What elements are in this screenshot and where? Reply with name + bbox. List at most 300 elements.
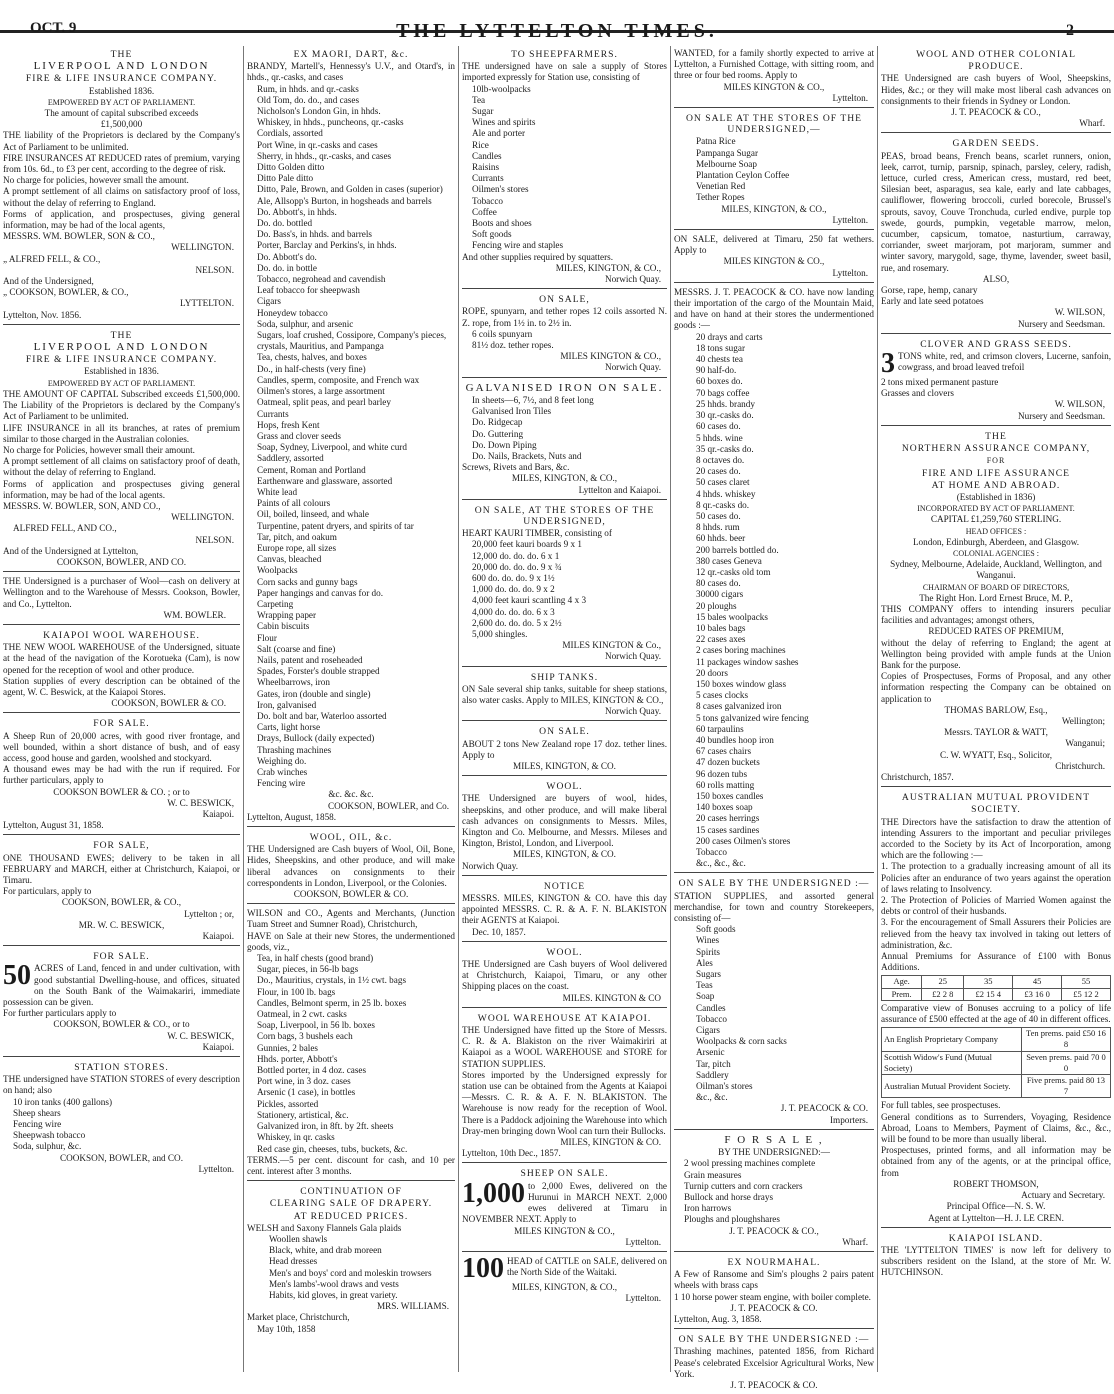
ad-station-stores <box>3 1059 240 1178</box>
ad-signature: MILES KINGTON & CO., <box>723 256 825 267</box>
ad-text: Prospectuses, printed forms, and all information may be obtained from any of the agents, or at the principal office, from <box>881 1145 1111 1178</box>
list-item: 8 cases galvanized iron <box>696 701 782 712</box>
ad-text: NELSON. <box>195 264 234 275</box>
ad-wool-oil <box>247 829 455 904</box>
ad-signature: Wanganui; <box>1065 738 1105 749</box>
ad-heading: EX NOURMAHAL. <box>727 1256 821 1268</box>
ad-signature: Actuary and Secretary. <box>1021 1190 1105 1201</box>
ad-text: 2 tons mixed permanent pasture <box>881 377 999 388</box>
ad-signature: W. C. BESWICK, <box>167 1030 234 1041</box>
list-item: Candles <box>696 1002 726 1013</box>
list-item: 12,000 do. do. do. 6 x 1 <box>472 550 560 561</box>
ad-signature: MILES, KINGTON, & CO. <box>513 849 616 860</box>
list-item: 10 iron tanks (400 gallons) <box>13 1096 113 1107</box>
premium-table <box>881 975 1111 1000</box>
list-item: Gunnies, 2 bales <box>257 1042 318 1053</box>
ad-text: ROPE, spunyarn, and tether ropes 12 coils assorted N. Z. rope, from 1½ in. to 2½ in. <box>462 306 667 328</box>
ad-signature: J. T. PEACOCK & CO., <box>951 107 1041 118</box>
list-item: Oatmeal, in 2 cwt. casks <box>257 1009 347 1020</box>
list-item: Do. Guttering <box>472 428 524 439</box>
list-item: Gates, iron (double and single) <box>257 688 371 699</box>
ad-ex-maori-dart <box>247 46 455 827</box>
ad-kaiapoi-island <box>881 1230 1111 1282</box>
ad-signature: MILES, KINGTON, & CO., <box>511 473 618 484</box>
list-item: Bullock and horse drays <box>684 1191 774 1202</box>
goods-list <box>247 953 455 1155</box>
ad-station-supplies <box>674 875 874 1129</box>
list-item: Corn bags, 3 bushels each <box>257 1031 353 1042</box>
list-item: Woolpacks & corn sacks <box>696 1036 787 1047</box>
table-cell: £5 12 2 <box>1062 988 1111 1000</box>
ad-galvanised-iron <box>462 380 667 500</box>
ad-heading: CLOVER AND GRASS SEEDS. <box>920 338 1072 350</box>
ad-signature: ROBERT THOMSON, <box>953 1178 1039 1189</box>
ad-australian-mutual-provident <box>881 789 1111 1228</box>
ad-text: HEAD OFFICES : <box>965 526 1027 536</box>
ad-heading: KAIAPOI WOOL WAREHOUSE. <box>43 629 200 641</box>
ad-text: ONE THOUSAND EWES; delivery to be taken in all FEBRUARY and MARCH, either at Christchurch, Kaiapoi, or Timaru. <box>3 852 240 886</box>
table-cell: An English Proprietary Company <box>882 1028 1022 1051</box>
list-item: Flour, in 100 lb. bags <box>257 986 336 997</box>
ad-heading: ON SALE. <box>539 726 590 738</box>
ad-on-sale-rope <box>462 291 667 377</box>
list-item: Coffee <box>472 206 497 217</box>
ad-signature: Norwich Quay. <box>604 706 661 717</box>
list-item: Sheep shears <box>13 1107 61 1118</box>
list-item: 90 half-do. <box>696 365 737 376</box>
ad-signature: Kaiapoi. <box>202 931 234 942</box>
ad-signature: MR. W. C. BESWICK, <box>78 919 165 930</box>
ad-for-sale-machines <box>674 1132 874 1252</box>
ad-text: Comparative view of Bonuses accruing to a policy of life assurance of £500 effected at the age of 40 in different offices. <box>881 1002 1111 1025</box>
list-item: Port Wine, in qr.-casks and cases <box>257 139 378 150</box>
ad-signature: MILES. KINGTON & CO <box>562 992 661 1003</box>
list-item: 10lb-woolpacks <box>472 83 531 94</box>
list-item: 30000 cigars <box>696 589 744 600</box>
list-item: Soap <box>696 991 715 1002</box>
goods-list <box>462 539 667 640</box>
ad-for-sale-ewes <box>3 837 240 946</box>
ad-text: THE liability of the Proprietors is declared by the Company's Act of Parliament to be unlimited. <box>3 130 240 152</box>
ad-signature: J. T. PEACOCK & CO. <box>780 1103 868 1114</box>
list-item: Whiskey, in hhds., puncheons, qr.-casks <box>257 117 404 128</box>
ad-heading: THE <box>985 430 1007 442</box>
ad-text: Gorse, rape, hemp, canary <box>881 285 978 296</box>
list-item: Iron harrows <box>684 1203 732 1214</box>
list-item: 15 bales woolpacks <box>696 611 768 622</box>
ad-text: ON Sale several ship tanks, suitable for sheep stations, also water casks. Apply to MILES, KINGTON & CO., <box>462 683 667 705</box>
ad-text: Established 1836. <box>88 85 155 96</box>
ad-signature: COOKSON BOWLER & CO. ; or to <box>53 786 190 797</box>
ad-text: THE Undersigned have fitted up the Store of Messrs. C. R. & A. Blakiston on the river Waimakiriri at Kaiapoi as a WOOL WAREHOUSE and STORE for STATION SUPPLIES. <box>462 1025 667 1069</box>
list-item: Do. Abbott's, in hhds. <box>257 206 337 217</box>
ad-wanted-cottage <box>674 46 874 108</box>
list-item: Tobacco <box>472 195 503 206</box>
list-item: White lead <box>257 486 298 497</box>
list-item: Sherry, in hhds., qr.-casks, and cases <box>257 150 392 161</box>
ad-text: 3. For the encouragement of Small Assurers their Policies are relieved from the heavy tax involved in taking out letters of administration, &c. <box>881 917 1111 950</box>
ad-signature: COOKSON, BOWLER & CO. <box>293 889 409 900</box>
ad-signature: Agent at Lyttelton—H. J. LE CREN. <box>928 1212 1064 1223</box>
ad-signature: Wharf. <box>1079 118 1105 129</box>
ad-text: A prompt settlement of all claims on satisfactory proof of death, without the delay of referring to England. <box>3 456 240 478</box>
ad-text: (Established in 1836) <box>956 491 1036 502</box>
ad-clearing-sale-drapery <box>247 1183 455 1338</box>
table-cell: £2 15 4 <box>964 988 1013 1000</box>
list-item: 60 cases do. <box>696 421 741 432</box>
list-item: Spirits <box>696 946 720 957</box>
ad-signature: MILES KINGTON & Co., <box>562 640 661 651</box>
table-cell: Australian Mutual Provident Society. <box>882 1075 1022 1098</box>
ad-signature: Lyttelton. <box>832 267 868 278</box>
list-item: &c., &c., &c. <box>696 858 746 869</box>
ad-signature: Lyttelton. <box>625 1236 661 1247</box>
ad-wool-buyers <box>462 778 667 876</box>
ad-text: Dec. 10, 1857. <box>472 926 526 937</box>
ad-signature: Norwich Quay. <box>604 274 661 285</box>
list-item: 50 cases claret <box>696 477 750 488</box>
ad-signature: W. WILSON, <box>1054 307 1105 318</box>
list-item: 60 rolls matting <box>696 779 755 790</box>
ad-wool-warehouse-kaiapoi <box>462 1010 667 1164</box>
ad-text: „ ALFRED FELL, & CO., <box>3 253 101 264</box>
list-item: Fencing wire <box>257 778 306 789</box>
ad-ship-tanks <box>462 669 667 722</box>
ad-notice <box>462 878 667 942</box>
list-item: Currants <box>257 408 289 419</box>
list-item: Men's and boys' cord and moleskin trowsers <box>269 1267 432 1278</box>
ad-signature: Wharf. <box>842 1236 868 1247</box>
ad-signature: MILES KINGTON & CO., <box>514 1225 615 1236</box>
ad-text: „ COOKSON, BOWLER, & CO., <box>3 287 129 298</box>
ad-heading: KAIAPOI ISLAND. <box>948 1232 1044 1244</box>
list-item: Tar, pitch <box>696 1058 731 1069</box>
list-item: Wheelbarrows, iron <box>257 677 330 688</box>
ad-text: WELLINGTON. <box>171 512 234 523</box>
ad-text: Annual Premiums for Assurance of £100 with Bonus Additions. <box>881 951 1111 973</box>
ad-text: TERMS.—5 per cent. discount for cash, and 10 per cent. interest after 3 months. <box>247 1154 455 1176</box>
list-item: 6 coils spunyarn <box>472 328 533 339</box>
list-item: 40 chests tea <box>696 354 743 365</box>
list-item: Habits, kid gloves, in great variety. <box>269 1289 398 1300</box>
list-item: Sugars <box>696 969 722 980</box>
ad-text: Grasses and clovers <box>881 388 954 399</box>
list-item: 20 cases herrings <box>696 813 760 824</box>
list-item: Soft goods <box>472 229 512 240</box>
ad-liverpool-london-2 <box>3 327 240 572</box>
list-item: Tea, chests, halves, and boxes <box>257 352 367 363</box>
ad-signature: Wellington; <box>1061 715 1105 726</box>
list-item: Turpentine, patent dryers, and spirits of tar <box>257 520 414 531</box>
ad-text: £1,500,000 <box>100 119 143 130</box>
list-item: Arsenic (1 case), in bottles <box>257 1087 356 1098</box>
ad-sheep-on-sale <box>462 1165 667 1251</box>
column-2 <box>243 46 458 1372</box>
list-item: Fencing wire and staples <box>472 240 564 251</box>
list-item: Pampanga Sugar <box>696 147 759 158</box>
list-item: Patna Rice <box>696 136 736 147</box>
ad-signature: J. T. PEACOCK & CO., <box>729 1225 819 1236</box>
list-item: Arsenic <box>696 1047 725 1058</box>
list-item: Do. bolt and bar, Waterloo assorted <box>257 710 387 721</box>
ad-kauri-timber <box>462 502 667 667</box>
ad-northern-assurance <box>881 428 1111 787</box>
ad-heading: ON SALE, AT THE STORES OF THE UNDERSIGNED, <box>474 504 655 527</box>
ad-signature: Kaiapoi. <box>202 1041 234 1052</box>
list-item: Wines <box>696 935 720 946</box>
list-item: Carts, light horse <box>257 722 321 733</box>
list-item: 35 qr.-casks do. <box>696 443 754 454</box>
list-item: 140 boxes soap <box>696 802 753 813</box>
ad-text: THE Undersigned are Cash buyers of Wool, Oil, Bone, Hides, Sheepskins, and other produce, and will make liberal advances on consignments to their correspondents in London, Liverpool, or the Colonies. <box>247 844 455 888</box>
list-item: Do. do. in bottle <box>257 262 317 273</box>
list-item: Do. Down Piping <box>472 439 537 450</box>
ad-signature: Christchurch. <box>1055 760 1105 771</box>
list-item: 5 hhds. wine <box>696 432 743 443</box>
list-item: Soap, Sydney, Liverpool, and white curd <box>257 442 407 453</box>
list-item: Oatmeal, split peas, and pearl barley <box>257 397 391 408</box>
ad-text: ON SALE, delivered at Timaru, 250 fat wethers. Apply to <box>674 234 874 256</box>
list-item: 60 hhds. beer <box>696 533 746 544</box>
ad-text: 1 10 horse power steam engine, with boiler complete. <box>674 1291 871 1302</box>
list-item: 8 hhds. rum <box>696 522 740 533</box>
ad-heading: WILSON and CO., Agents and Merchants, (Junction Tuam Street and Sumner Road), Christchurch, <box>247 908 455 930</box>
list-item: &c., &c. <box>696 1092 728 1103</box>
list-item: 150 boxes candles <box>696 791 764 801</box>
masthead-date: OCT. 9 <box>30 20 77 36</box>
ad-signature: COOKSON, BOWLER, & CO., <box>61 897 182 908</box>
ad-text: THE AMOUNT OF CAPITAL Subscribed exceeds £1,500,000. The Liability of the Proprietors is declared by the Company's Act of Parliament to be unlimited. <box>3 388 240 422</box>
list-item: 96 dozen tubs <box>696 768 748 779</box>
list-item: Cement, Roman and Portland <box>257 464 366 475</box>
ad-text: Lyttelton, 10th Dec., 1857. <box>462 1148 561 1159</box>
ad-heading: WOOL, OIL, &c. <box>309 832 393 844</box>
ad-text: CHAIRMAN OF BOARD OF DIRECTORS, <box>922 582 1070 592</box>
ad-signature: MRS. WILLIAMS. <box>376 1301 449 1312</box>
list-item: Turnip cutters and corn crackers <box>684 1180 803 1191</box>
list-item: Do. do. bottled <box>257 218 313 229</box>
ad-text: ABOUT 2 tons New Zealand rope 17 doz. tether lines. Apply to <box>462 738 667 760</box>
ad-text: And other supplies required by squatters. <box>462 251 614 262</box>
list-item: 30 qr.-casks do. <box>696 410 754 421</box>
ad-signature: W. C. BESWICK, <box>167 797 234 808</box>
ad-signature: J. T. PEACOCK & CO. <box>730 1379 818 1390</box>
list-item: Hops, fresh Kent <box>257 419 320 430</box>
list-item: 18 tons sugar <box>696 342 745 353</box>
ad-heading: WOOL WAREHOUSE AT KAIAPOI. <box>477 1012 652 1024</box>
list-item: Port wine, in 3 doz. cases <box>257 1076 351 1087</box>
ad-to-sheepfarmers <box>462 46 667 289</box>
table-row <box>882 1051 1111 1074</box>
list-item: Leaf tobacco for sheepwash <box>257 285 360 296</box>
ad-text: HEART KAURI TIMBER, consisting of <box>462 528 612 539</box>
ad-text: COOKSON, BOWLER, AND CO. <box>56 556 187 567</box>
list-item: 8 octaves do. <box>696 454 745 465</box>
list-item: 2,600 do. do. do. 5 x 2½ <box>472 617 562 628</box>
list-item: 5,000 shingles. <box>472 628 528 639</box>
ad-heading: FOR SALE, <box>93 840 150 852</box>
ad-text: without the delay of referring to England; the agent at Wellington being provided with ample funds at the Union Bank for the purpose. <box>881 637 1111 670</box>
list-item: Tobacco <box>696 847 727 858</box>
ad-text: ACRES of Land, fenced in and under cultivation, with good substantial Dwelling-house, and offices, situated on the South Bank of the Waimakariri, immediate possession can be given. <box>3 963 240 1008</box>
ad-text: TONS white, red, and crimson clovers, Lucerne, sanfoin, cowgrass, and broad leaved trefoil <box>898 351 1111 373</box>
list-item: Rum, in hhds. and qr.-casks <box>257 83 359 94</box>
ad-text: THE Directors have the satisfaction to draw the attention of intending Assurers to the important and peculiar privileges accorded to the Society by its Act of Incorporation, among which are the following :— <box>881 816 1111 861</box>
table-cell: Age. <box>882 976 922 988</box>
ad-text: Forms of application and prospectuses giving general information, may be had of the local agents. <box>3 478 240 500</box>
ad-large-number: 3 <box>881 348 895 380</box>
ad-heading: SOCIETY. <box>971 804 1021 816</box>
list-item: Melbourne Soap <box>696 158 757 169</box>
ad-text: For full tables, see prospectuses. <box>881 1100 1001 1111</box>
ad-text: A Few of Ransome and Sim's ploughs 2 pairs patent wheels with brass caps <box>674 1269 874 1291</box>
ad-heading: FOR SALE. <box>93 718 150 730</box>
ad-text: Thrashing machines, patented 1856, from Richard Pease's celebrated Excelsior Agricultural Works, New York. <box>674 1346 874 1379</box>
ad-text: Station supplies of every description can be obtained of the agent, W. C. Beswick, at the Kaiapoi Stores. <box>3 675 240 697</box>
list-item: Oilman's stores <box>696 1081 753 1092</box>
ad-heading: NOTICE <box>543 880 586 892</box>
ad-text: MESSRS. W. BOWLER, SON, AND CO., <box>3 500 161 511</box>
table-cell: Seven prems. paid 70 0 0 <box>1021 1051 1110 1074</box>
list-item: Currants <box>472 173 504 184</box>
ad-text: HEAD of CATTLE on SALE, delivered on the North Side of the Waitaki. <box>507 1255 667 1278</box>
ad-text: REDUCED RATES OF PREMIUM, <box>928 626 1064 637</box>
list-item: Soda, sulphur, and arsenic <box>257 318 354 329</box>
list-item: Do., in half-chests (very fine) <box>257 363 366 374</box>
ad-heading: FIRE & LIFE INSURANCE COMPANY. <box>25 354 218 366</box>
list-item: 11 packages window sashes <box>696 656 799 667</box>
list-item: Red case gin, cheeses, tubs, buckets, &c. <box>257 1143 408 1154</box>
ad-text: THE Undersigned are buyers of wool, hides, sheepskins, and other produce, and will make liberal cash advances on consignments to Messrs. Miles, Kington and Co. Melbourne, and Messrs. Mileses and Kington, Bristol, London, and Liverpool. <box>462 793 667 849</box>
list-item: Ploughs and ploughshares <box>684 1214 780 1225</box>
list-item: Men's lambs'-wool draws and vests <box>269 1278 399 1289</box>
list-item: 67 cases chairs <box>696 746 752 757</box>
table-cell: 45 <box>1013 976 1062 988</box>
ad-text: And of the Undersigned, <box>3 276 94 287</box>
ad-text: MESSRS. J. T. PEACOCK & CO. have now landing their importation of the cargo of the Mountain Maid, and have on hand at their stores the undermentioned goods :— <box>674 286 874 331</box>
ad-wilson-co <box>247 906 455 1181</box>
list-item: Oil, boiled, linseed, and whale <box>257 509 370 520</box>
list-item: 60 boxes do. <box>696 376 743 387</box>
ad-kaiapoi-wool-warehouse <box>3 627 240 713</box>
ad-heading: PRODUCE. <box>968 61 1024 73</box>
list-item: Salt (coarse and fine) <box>257 643 336 654</box>
list-item: Iron, galvanised <box>257 699 317 710</box>
list-item: Woollen shawls <box>269 1233 328 1244</box>
table-cell: 35 <box>964 976 1013 988</box>
ad-text: For further particulars apply to <box>3 1008 117 1019</box>
list-item: 20 drays and carts <box>696 331 763 342</box>
ad-signature: MILES, KINGTON, & CO., <box>511 1281 618 1292</box>
table-cell: Scottish Widow's Fund (Mutual Society) <box>882 1051 1022 1074</box>
ad-signature: THOMAS BARLOW, Esq., <box>944 704 1048 715</box>
list-item: 2 wool pressing machines complete <box>684 1158 816 1169</box>
ad-text: &c. &c. &c. <box>328 789 374 800</box>
ad-colonial-produce <box>881 46 1111 133</box>
ad-signature: Kaiapoi. <box>202 809 234 819</box>
list-item: Woolpacks <box>257 565 298 576</box>
table-row <box>882 976 1111 988</box>
ad-heading: BY THE UNDERSIGNED:— <box>718 1147 830 1158</box>
ad-on-sale-stores <box>674 110 874 230</box>
ad-heading: THE <box>110 49 133 60</box>
ad-text: BRANDY, Martell's, Hennessy's U.V., and Otard's, in hhds., qr.-casks, and cases <box>247 61 455 83</box>
ad-liverpool-london-1 <box>3 46 240 325</box>
ad-text: ALSO, <box>982 273 1010 284</box>
list-item: Canvas, bleached <box>257 554 322 565</box>
ad-clover-grass-seeds <box>881 336 1111 426</box>
list-item: 22 cases axes <box>696 634 746 645</box>
column-4 <box>670 46 877 1390</box>
list-item: Soft goods <box>696 924 736 935</box>
list-item: Ditto Golden ditto <box>257 162 325 173</box>
list-item: Candles, sperm, composite, and French wax <box>257 374 420 385</box>
ad-heading: WOOL AND OTHER COLONIAL <box>916 49 1076 60</box>
list-item: Pickles, assorted <box>257 1098 319 1109</box>
table-cell: 25 <box>922 976 964 988</box>
ad-text: THE undersigned have on sale a supply of Stores imported expressly for Station use, consisting of <box>462 61 667 83</box>
ad-signature: MILES, KINGTON, & CO., <box>721 203 827 214</box>
list-item: 600 do. do. do. 9 x 1½ <box>472 572 555 583</box>
list-item: Saddlery <box>696 1069 729 1080</box>
list-item: 12 qr.-casks old tom <box>696 566 771 577</box>
ad-text: THIS COMPANY offers to intending insurers peculiar facilities and advantages; amongst others, <box>881 603 1111 626</box>
ad-text: Stores imported by the Undersigned expressly for station use can be obtained from the Agents at Kaiapoi—Messrs. C. R. & A. F. N. BLAKISTON. The Warehouse is now ready for the reception of Wool. There is a Paddock adjoining the Warehouse into which Dray-men bringing down Wool can turn their Bullocks. <box>462 1069 667 1136</box>
ad-text: INCORPORATED BY ACT OF PARLIAMENT. <box>917 504 1075 514</box>
ad-large-number: 100 <box>462 1252 504 1284</box>
ad-signature: Norwich Quay. <box>604 651 661 662</box>
ad-text: EMPOWERED BY ACT OF PARLIAMENT. <box>47 97 196 107</box>
list-item: Old Tom, do. do., and cases <box>257 94 360 105</box>
ad-text: For particulars, apply to <box>3 886 92 897</box>
ad-text: EMPOWERED BY ACT OF PARLIAMENT. <box>47 378 196 388</box>
ad-heading: ON SALE BY THE UNDERSIGNED :— <box>678 878 870 890</box>
list-item: 5 cases clocks <box>696 690 749 701</box>
ad-signature: Nursery and Seedsman. <box>1017 410 1105 421</box>
list-item: Do. Nails, Brackets, Nuts and <box>472 450 582 461</box>
goods-list <box>462 84 667 252</box>
ad-signature: Principal Office—N. S. W. <box>946 1201 1046 1212</box>
ad-cattle-on-sale <box>462 1254 667 1307</box>
ad-text: London, Edinburgh, Aberdeen, and Glasgow. <box>912 536 1080 547</box>
ad-text: A Sheep Run of 20,000 acres, with good river frontage, and well bounded, within a short distance of bush, and of easy access, good house and garden, woolshed and stockyard. <box>3 730 240 763</box>
ad-text: ALFRED FELL, AND CO., <box>13 523 117 534</box>
list-item: Sugar <box>472 106 494 117</box>
list-item: Nicholson's London Gin, in hhds. <box>257 106 381 117</box>
ad-text: WELLINGTON. <box>171 242 234 253</box>
list-item: 81½ doz. tether ropes. <box>472 340 554 351</box>
list-item: Sugar, pieces, in 56-lb bags <box>257 964 359 975</box>
ad-thrashing-machines <box>674 1331 874 1394</box>
ad-heading: GALVANISED IRON ON SALE. <box>465 381 664 394</box>
list-item: Tobacco, negrohead and cavendish <box>257 274 386 285</box>
list-item: Ale, Allsopp's Burton, in hogsheads and barrels <box>257 195 432 206</box>
list-item: Ditto, Pale, Brown, and Golden in cases (superior) <box>257 184 443 195</box>
ad-text: THE undersigned have STATION STORES of every description on hand; also <box>3 1074 240 1096</box>
list-item: Oilmen's stores, a large assortment <box>257 386 385 397</box>
page-number: 2 <box>1066 22 1074 39</box>
ad-text: And of the Undersigned at Lyttelton, <box>3 545 139 556</box>
table-row <box>882 1028 1111 1051</box>
ad-heading: ON SALE BY THE UNDERSIGNED :— <box>678 1334 870 1346</box>
ad-text: Sydney, Melbourne, Adelaide, Auckland, Wellington, and Wanganui. <box>890 559 1102 581</box>
list-item: Paints of all colours <box>257 498 331 509</box>
list-item: Wrapping paper <box>257 610 317 621</box>
column-5 <box>877 46 1114 1372</box>
ad-text: Lyttelton, Nov. 1856. <box>3 309 82 320</box>
list-item: Tobacco <box>696 1013 727 1024</box>
list-item: 20 cases do. <box>696 466 741 477</box>
